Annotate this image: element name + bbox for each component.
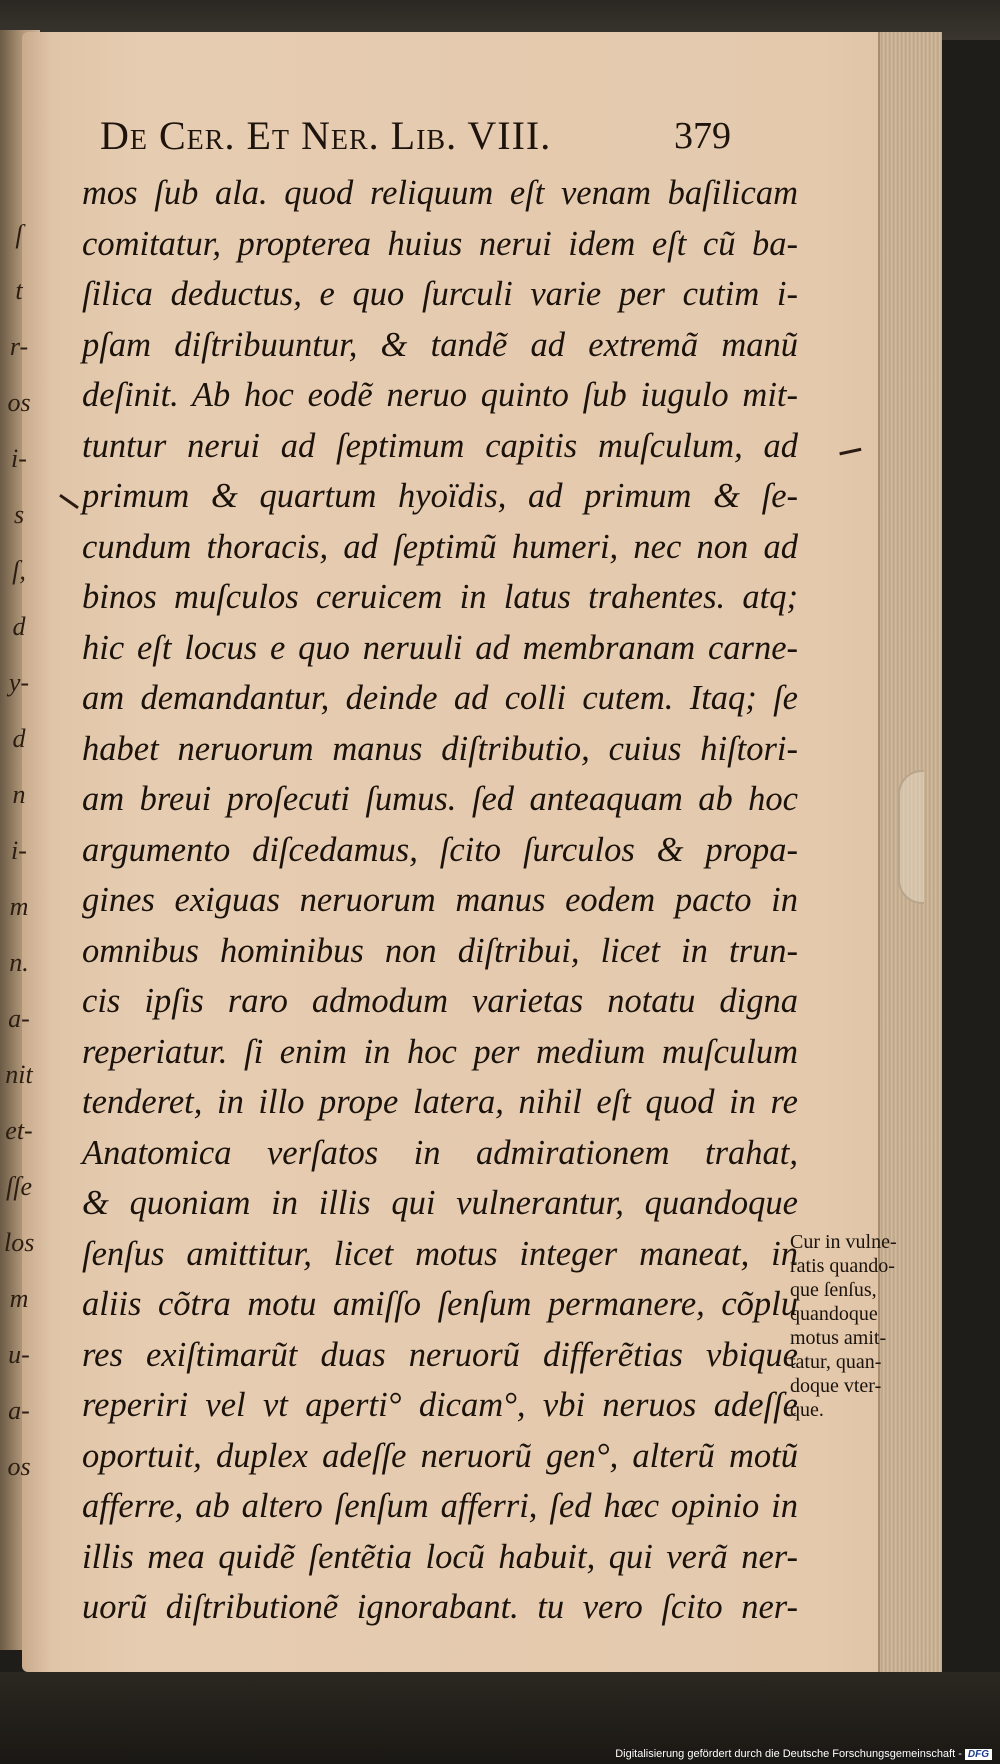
- gutter-fragment: et-: [5, 1116, 33, 1145]
- text-line: afferre, ab altero ſenſum afferri, ſed hæc opinio in: [82, 1487, 798, 1525]
- gutter-fragment: m: [9, 892, 29, 921]
- gutter-fragment: i-: [11, 836, 27, 865]
- marginal-note-line: motus amit-: [790, 1327, 887, 1349]
- gutter-fragments: [4, 220, 34, 1520]
- gutter-fragment: d: [12, 612, 26, 641]
- text-line: illis mea quidẽ ſentẽtia locũ habuit, qui verã ner-: [82, 1537, 798, 1576]
- text-line: argumento diſcedamus, ſcito ſurculos & propa-: [82, 830, 798, 869]
- text-line: omnibus hominibus non diſtribui, licet in trun-: [82, 931, 798, 970]
- gutter-fragment: t: [15, 276, 23, 305]
- text-line: aliis cõtra motu amiſſo ſenſum permanere, cõplu: [82, 1285, 798, 1323]
- marginal-note-line: que.: [790, 1399, 824, 1421]
- text-line: reperiri vel vt aperti° dicam°, vbi neruos adeſſe: [82, 1386, 798, 1424]
- marginal-note-line: quandoque: [790, 1303, 878, 1325]
- text-line: am breui proſecuti ſumus. ſed anteaquam ab hoc: [82, 780, 798, 818]
- gutter-fragment: u-: [8, 1340, 30, 1369]
- digitization-credit: [615, 1748, 992, 1760]
- marginal-note-line: que ſenſus,: [790, 1279, 877, 1301]
- gutter-fragment: m: [9, 1284, 29, 1313]
- text-line: deſinit. Ab hoc eodẽ neruo quinto ſub iugulo mit-: [82, 376, 798, 414]
- text-line: & quoniam in illis qui vulnerantur, quandoque: [82, 1184, 798, 1222]
- text-line: hic eſt locus e quo neruuli ad membranam carne-: [82, 628, 798, 667]
- gutter-fragment: a-: [8, 1396, 30, 1425]
- gutter-fragment: a-: [8, 1004, 30, 1033]
- text-line: uorũ diſtributionẽ ignorabant. tu vero ſcito ner-: [82, 1588, 798, 1626]
- gutter-fragment: los: [4, 1228, 35, 1257]
- marginal-note-line: tatur, quan-: [790, 1351, 882, 1373]
- gutter-fragment: os: [7, 388, 31, 417]
- text-line: habet neruorum manus diſtributio, cuius hiſtori-: [82, 729, 798, 768]
- body-text: [82, 168, 798, 1633]
- page-tab-marker: [898, 770, 924, 904]
- gutter-fragment: nit: [5, 1060, 33, 1089]
- text-line: am demandantur, deinde ad colli cutem. Itaq; ſe: [82, 679, 798, 717]
- footer-band: [0, 1672, 1000, 1764]
- text-line: pſam diſtribuuntur, & tandẽ ad extremã manũ: [82, 325, 798, 364]
- page-number: 379: [674, 115, 731, 157]
- gutter-fragment: ſ: [15, 220, 23, 249]
- marginal-note-line: ratis quando-: [790, 1255, 895, 1277]
- gutter-fragment: d: [12, 724, 26, 753]
- text-line: reperiatur. ſi enim in hoc per medium muſculum: [82, 1032, 798, 1071]
- text-line: tuntur nerui ad ſeptimum capitis muſculum, ad: [82, 426, 798, 465]
- gutter-fragment: y-: [8, 668, 30, 697]
- text-line: mos ſub ala. quod reliquum eſt venam baſilicam: [82, 174, 798, 212]
- text-line: res exiſtimarũt duas neruorũ differẽtias vbique: [82, 1335, 798, 1374]
- gutter-fragment: n: [12, 780, 26, 809]
- gutter-fragment: i-: [11, 444, 27, 473]
- marginal-note: [790, 1230, 950, 1422]
- text-line: gines exiguas neruorum manus eodem pacto in: [82, 881, 798, 919]
- text-line: primum & quartum hyoïdis, ad primum & ſe-: [82, 477, 798, 515]
- text-line: tenderet, in illo prope latera, nihil eſt quod in re: [82, 1083, 798, 1121]
- text-line: oportuit, duplex adeſſe neruorũ gen°, alterũ motũ: [82, 1436, 798, 1475]
- running-head: De Cer. Et Ner. Lib. VIII.: [100, 113, 552, 158]
- gutter-fragment: s: [13, 500, 25, 529]
- gutter-fragment: n.: [9, 948, 29, 977]
- gutter-fragment: r-: [9, 332, 29, 361]
- gutter-fragment: ſ,: [12, 556, 26, 585]
- text-line: ſilica deductus, e quo ſurculi varie per cutim i-: [82, 275, 798, 313]
- credit-text: Digitalisierung gefördert durch die Deutsche Forschungsgemeinschaft -: [615, 1748, 962, 1760]
- text-line: cundum thoracis, ad ſeptimũ humeri, nec non ad: [82, 527, 798, 566]
- text-line: cis ipſis raro admodum varietas notatu digna: [82, 982, 798, 1020]
- dfg-logo: DFG: [965, 1749, 992, 1760]
- text-line: comitatur, propterea huius nerui idem eſt cũ ba-: [82, 224, 798, 263]
- marginal-note-line: doque vter-: [790, 1375, 882, 1397]
- text-line: ſenſus amittitur, licet motus integer maneat, in: [82, 1234, 798, 1273]
- marginal-note-line: Cur in vulne-: [790, 1231, 897, 1253]
- gutter-fragment: os: [7, 1452, 31, 1481]
- gutter-fragment: ſſe: [6, 1172, 32, 1201]
- text-line: Anatomica verſatos in admirationem trahat,: [82, 1133, 798, 1172]
- text-line: binos muſculos ceruicem in latus trahentes. atq;: [82, 578, 798, 616]
